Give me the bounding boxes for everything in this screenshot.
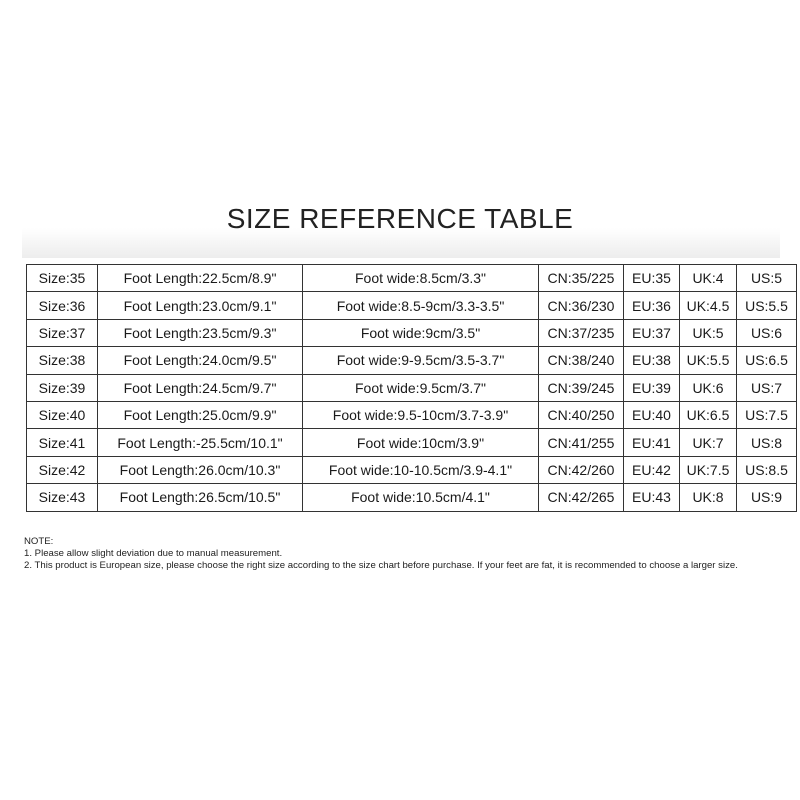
foot-wide-cell: Foot wide:9-9.5cm/3.5-3.7" — [303, 347, 539, 374]
eu-cell: EU:39 — [624, 374, 680, 401]
eu-cell: EU:36 — [624, 292, 680, 319]
uk-cell: UK:5 — [680, 319, 737, 346]
uk-cell: UK:6 — [680, 374, 737, 401]
size-reference-table — [26, 264, 797, 512]
table-row — [27, 265, 797, 292]
eu-cell: EU:42 — [624, 456, 680, 483]
cn-cell: CN:40/250 — [539, 401, 624, 428]
size-cell: Size:38 — [27, 347, 98, 374]
cn-cell: CN:41/255 — [539, 429, 624, 456]
notes-section — [24, 536, 794, 572]
table-row — [27, 456, 797, 483]
size-cell: Size:41 — [27, 429, 98, 456]
foot-wide-cell: Foot wide:9.5cm/3.7" — [303, 374, 539, 401]
uk-cell: UK:7.5 — [680, 456, 737, 483]
foot-wide-cell: Foot wide:8.5-9cm/3.3-3.5" — [303, 292, 539, 319]
size-cell: Size:40 — [27, 401, 98, 428]
size-cell: Size:37 — [27, 319, 98, 346]
foot-wide-cell: Foot wide:10-10.5cm/3.9-4.1" — [303, 456, 539, 483]
foot-length-cell: Foot Length:26.5cm/10.5" — [98, 484, 303, 511]
foot-length-cell: Foot Length:23.5cm/9.3" — [98, 319, 303, 346]
uk-cell: UK:5.5 — [680, 347, 737, 374]
page-title: SIZE REFERENCE TABLE — [226, 203, 574, 234]
us-cell: US:8.5 — [737, 456, 797, 483]
foot-length-cell: Foot Length:22.5cm/8.9" — [98, 265, 303, 292]
us-cell: US:9 — [737, 484, 797, 511]
foot-length-cell: Foot Length:24.0cm/9.5" — [98, 347, 303, 374]
cn-cell: CN:35/225 — [539, 265, 624, 292]
uk-cell: UK:4 — [680, 265, 737, 292]
us-cell: US:6.5 — [737, 347, 797, 374]
cn-cell: CN:42/265 — [539, 484, 624, 511]
eu-cell: EU:40 — [624, 401, 680, 428]
size-cell: Size:43 — [27, 484, 98, 511]
us-cell: US:6 — [737, 319, 797, 346]
table-row — [27, 429, 797, 456]
foot-length-cell: Foot Length:23.0cm/9.1" — [98, 292, 303, 319]
table-row — [27, 347, 797, 374]
foot-length-cell: Foot Length:-25.5cm/10.1" — [98, 429, 303, 456]
size-cell: Size:42 — [27, 456, 98, 483]
foot-length-cell: Foot Length:26.0cm/10.3" — [98, 456, 303, 483]
foot-length-cell: Foot Length:24.5cm/9.7" — [98, 374, 303, 401]
foot-length-cell: Foot Length:25.0cm/9.9" — [98, 401, 303, 428]
table-row — [27, 374, 797, 401]
size-cell: Size:35 — [27, 265, 98, 292]
us-cell: US:5 — [737, 265, 797, 292]
eu-cell: EU:38 — [624, 347, 680, 374]
table-row — [27, 292, 797, 319]
foot-wide-cell: Foot wide:10.5cm/4.1" — [303, 484, 539, 511]
eu-cell: EU:43 — [624, 484, 680, 511]
cn-cell: CN:38/240 — [539, 347, 624, 374]
eu-cell: EU:41 — [624, 429, 680, 456]
foot-wide-cell: Foot wide:8.5cm/3.3" — [303, 265, 539, 292]
foot-wide-cell: Foot wide:9cm/3.5" — [303, 319, 539, 346]
uk-cell: UK:6.5 — [680, 401, 737, 428]
us-cell: US:7 — [737, 374, 797, 401]
size-cell: Size:39 — [27, 374, 98, 401]
foot-wide-cell: Foot wide:9.5-10cm/3.7-3.9" — [303, 401, 539, 428]
table-row — [27, 484, 797, 511]
cn-cell: CN:39/245 — [539, 374, 624, 401]
table-row — [27, 401, 797, 428]
cn-cell: CN:37/235 — [539, 319, 624, 346]
notes-heading: NOTE: — [24, 536, 54, 547]
note-item: 1. Please allow slight deviation due to manual measurement. — [24, 548, 283, 559]
size-cell: Size:36 — [27, 292, 98, 319]
eu-cell: EU:35 — [624, 265, 680, 292]
uk-cell: UK:4.5 — [680, 292, 737, 319]
us-cell: US:7.5 — [737, 401, 797, 428]
uk-cell: UK:7 — [680, 429, 737, 456]
foot-wide-cell: Foot wide:10cm/3.9" — [303, 429, 539, 456]
cn-cell: CN:42/260 — [539, 456, 624, 483]
us-cell: US:8 — [737, 429, 797, 456]
eu-cell: EU:37 — [624, 319, 680, 346]
table-row — [27, 319, 797, 346]
note-item: 2. This product is European size, please choose the right size according to the size chart before purchase. If your feet are fat, it is recommended to choose a larger size. — [24, 560, 738, 571]
uk-cell: UK:8 — [680, 484, 737, 511]
us-cell: US:5.5 — [737, 292, 797, 319]
cn-cell: CN:36/230 — [539, 292, 624, 319]
